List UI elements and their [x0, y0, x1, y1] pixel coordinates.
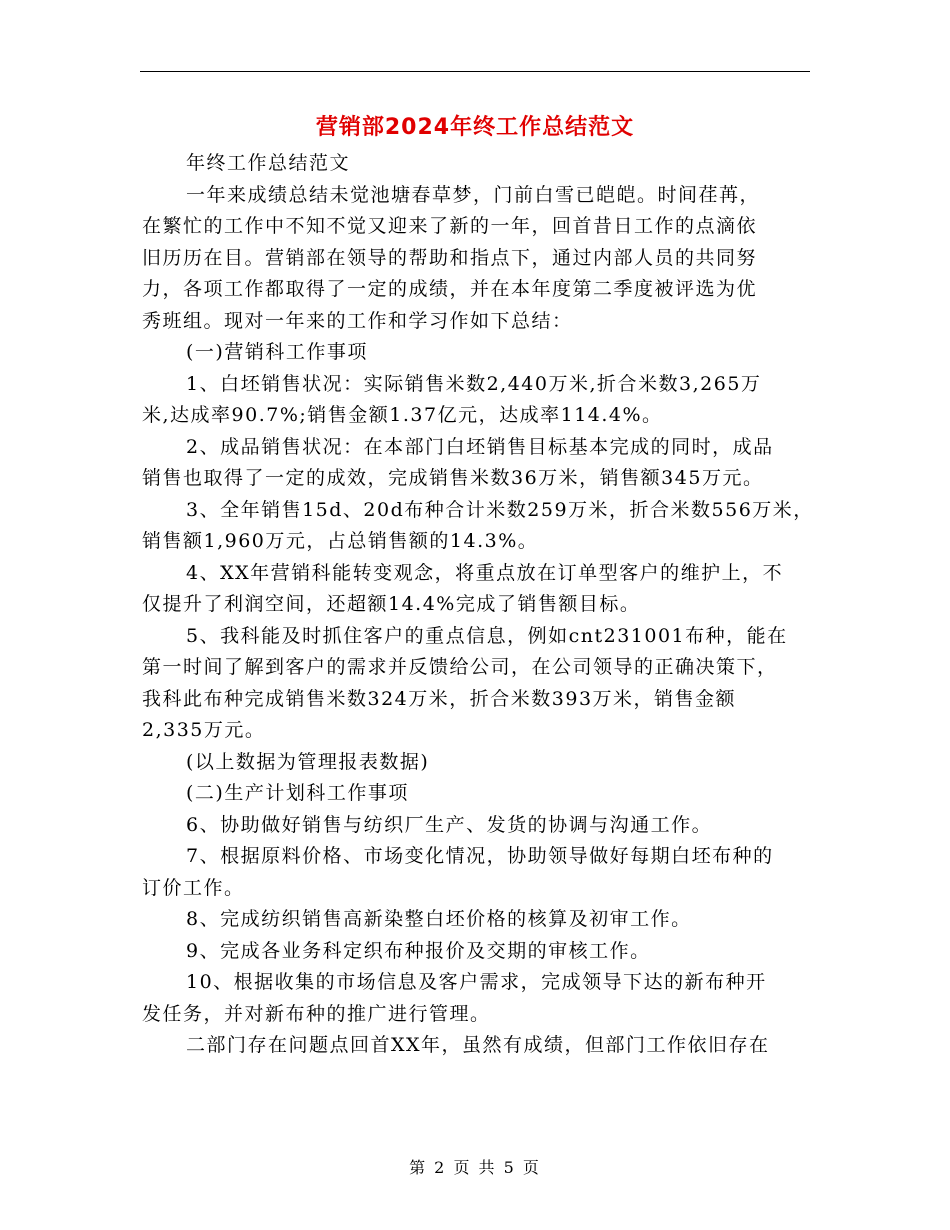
- document-body: [142, 148, 814, 1062]
- text-line: 9、完成各业务科定织布种报价及交期的审核工作。: [186, 939, 651, 962]
- text-line: (二)生产计划科工作事项: [186, 782, 409, 804]
- text-line: 8、完成纺织销售高新染整白坯价格的核算及初审工作。: [186, 908, 692, 930]
- text-line: 1、白坯销售状况：实际销售米数2,440万米,折合米数3,265万: [186, 372, 762, 395]
- text-line: 销售额1,960万元，占总销售额的14.3%。: [142, 530, 539, 552]
- text-line: (以上数据为管理报表数据): [186, 750, 430, 773]
- text-line: 旧历历在目。营销部在领导的帮助和指点下，通过内部人员的共同努: [142, 246, 758, 269]
- text-line: 订价工作。: [142, 876, 245, 899]
- document-title: 营销部2024年终工作总结范文: [315, 115, 635, 140]
- text-line: 10、根据收集的市场信息及客户需求，完成领导下达的新布种开: [186, 971, 767, 993]
- text-line: 4、XX年营销科能转变观念，将重点放在订单型客户的维护上，不: [186, 561, 784, 584]
- text-line: 6、协助做好销售与纺织厂生产、发货的协调与沟通工作。: [186, 813, 713, 836]
- text-line: 2、成品销售状况：在本部门白坯销售目标基本完成的同时，成品: [186, 435, 774, 458]
- text-line: 秀班组。现对一年来的工作和学习作如下总结：: [142, 309, 573, 332]
- text-line: 7、根据原料价格、市场变化情况，协助领导做好每期白坯布种的: [186, 845, 774, 867]
- text-line: 在繁忙的工作中不知不觉又迎来了新的一年，回首昔日工作的点滴依: [142, 215, 758, 237]
- text-line: 2,335万元。: [142, 719, 266, 741]
- text-line: 发任务，并对新布种的推广进行管理。: [142, 1002, 491, 1025]
- text-line: 二部门存在问题点回首XX年，虽然有成绩，但部门工作依旧存在: [186, 1034, 770, 1056]
- text-line: (一)营销科工作事项: [186, 341, 368, 363]
- text-line: 一年来成绩总结未觉池塘春草梦，门前白雪已皑皑。时间荏苒，: [186, 183, 761, 206]
- text-line: 年终工作总结范文: [186, 152, 351, 174]
- text-line: 3、全年销售15d、20d布种合计米数259万米，折合米数556万米，: [186, 498, 814, 521]
- text-line: 米,达成率90.7%;销售金额1.37亿元，达成率114.4%。: [142, 404, 663, 426]
- text-line: 销售也取得了一定的成效，完成销售米数36万米，销售额345万元。: [142, 467, 764, 489]
- page-footer: 第 2 页 共 5 页: [409, 1158, 541, 1177]
- text-line: 力，各项工作都取得了一定的成绩，并在本年度第二季度被评选为优: [142, 278, 758, 300]
- text-line: 我科此布种完成销售米数324万米，折合米数393万米，销售金额: [142, 687, 737, 710]
- text-line: 仅提升了利润空间，还超额14.4%完成了销售额目标。: [142, 593, 641, 615]
- header-rule: [140, 71, 810, 72]
- text-line: 5、我科能及时抓住客户的重点信息，例如cnt231001布种，能在: [186, 624, 788, 647]
- text-line: 第一时间了解到客户的需求并反馈给公司，在公司领导的正确决策下，: [142, 656, 778, 678]
